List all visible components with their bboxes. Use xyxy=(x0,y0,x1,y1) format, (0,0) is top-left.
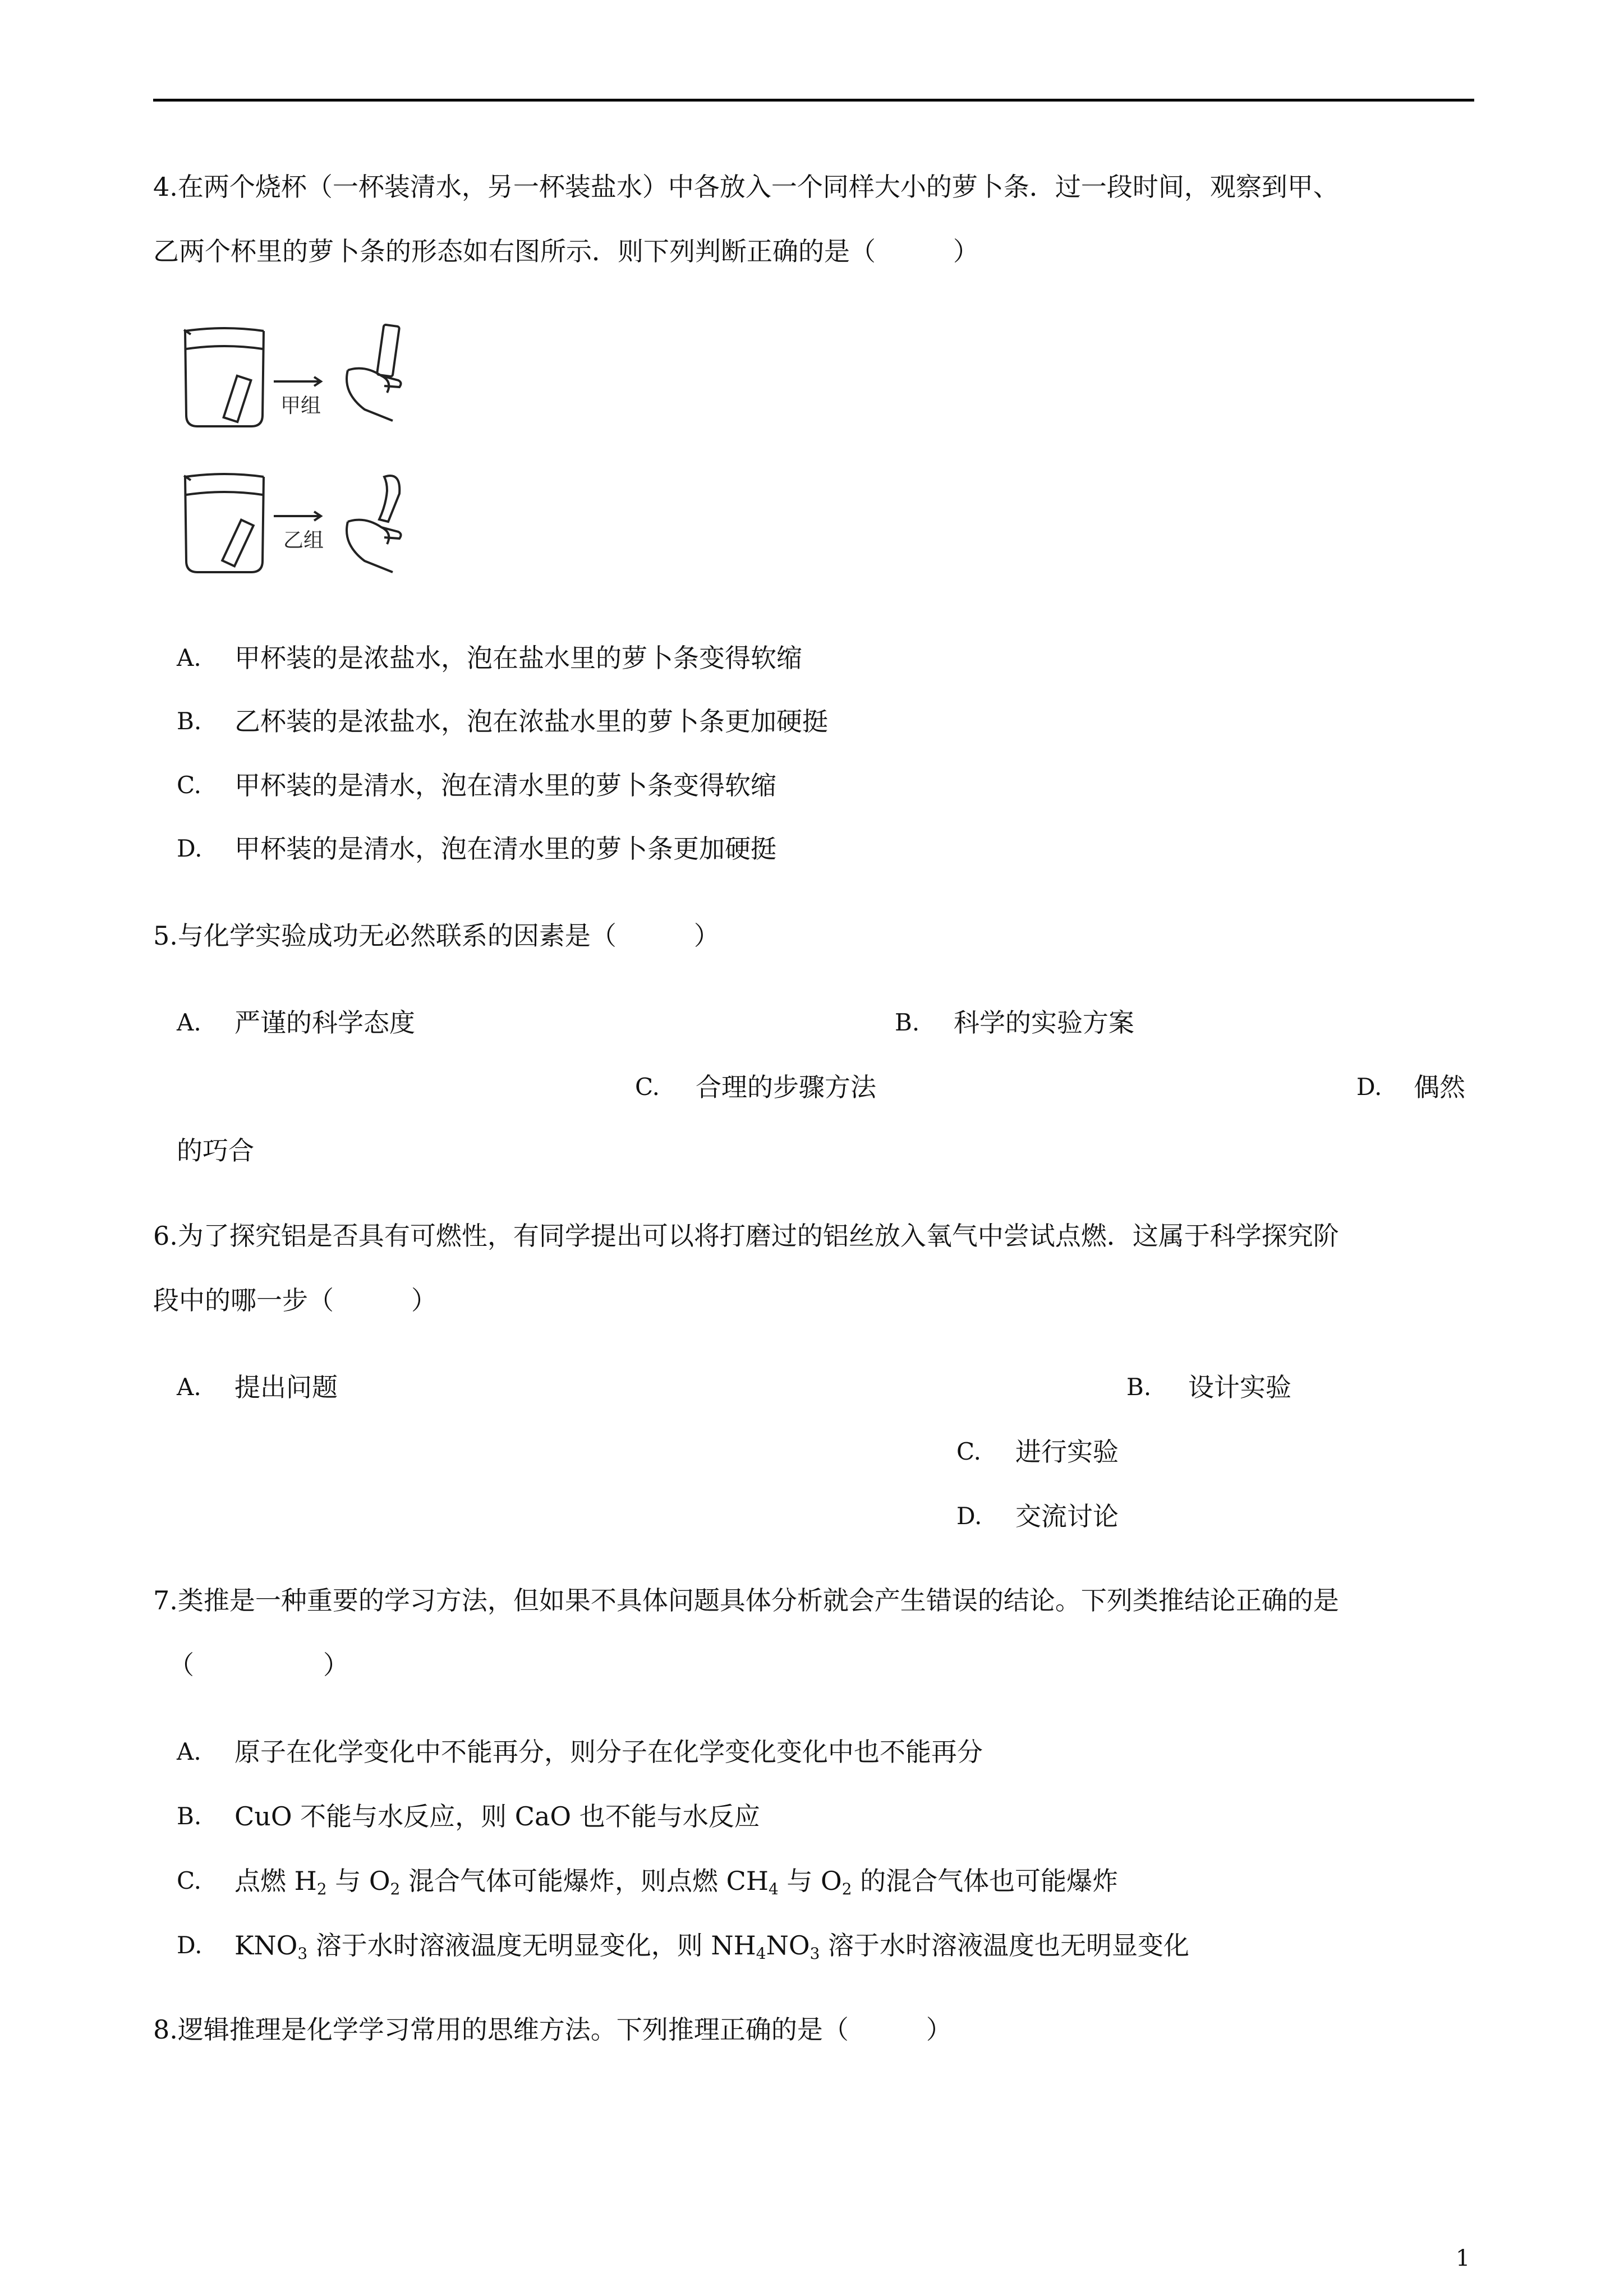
group-b-label: 乙组 xyxy=(283,529,324,552)
q8-stem: 8.逻辑推理是化学学习常用的思维方法。下列推理正确的是（ ） xyxy=(153,2014,952,2045)
q7-stem-line1: 7.类推是一种重要的学习方法，但如果不具体问题具体分析就会产生错误的结论。下列类推结论正确的是 xyxy=(153,1585,1339,1616)
page-number: 1 xyxy=(1456,2246,1470,2271)
q6-option-d-text: 交流讨论 xyxy=(1015,1501,1119,1531)
q4-option-b-label: B. xyxy=(177,707,202,735)
q5-option-d-continuation: 的巧合 xyxy=(177,1135,254,1166)
q4-option-c-label: C. xyxy=(177,771,201,799)
q7-option-a-label: A. xyxy=(177,1738,201,1765)
q7-option-d-label: D. xyxy=(177,1931,203,1959)
radish-beaker-figure xyxy=(180,314,443,595)
q5-option-b-label: B. xyxy=(895,1009,920,1036)
q4-stem-line1: 4.在两个烧杯（一杯装清水，另一杯装盐水）中各放入一个同样大小的萝卜条．过一段时间，观察到甲、 xyxy=(153,172,1339,202)
q6-stem-line2: 段中的哪一步（ ） xyxy=(153,1285,437,1315)
q6-option-d-label: D. xyxy=(956,1502,982,1530)
q7-stem-line2: （ ） xyxy=(168,1650,349,1680)
q7-option-c-text: 点燃 $H_2$ 与 $O_2$ 混合气体可能爆炸，则点燃 $CH_4$ 与 $O_2$ 的混合气体也可能爆炸 xyxy=(234,1866,1119,1898)
q6-option-a-label: A. xyxy=(177,1373,201,1401)
header-rule xyxy=(153,99,1474,102)
q6-stem-line1: 6.为了探究铝是否具有可燃性，有同学提出可以将打磨过的铝丝放入氧气中尝试点燃．这属于科学探究阶 xyxy=(153,1221,1339,1251)
q5-option-c-label: C. xyxy=(635,1073,660,1101)
q7-option-b-text: CuO 不能与水反应，则 CaO 也不能与水反应 xyxy=(234,1801,760,1832)
q5-option-d-text: 偶然 xyxy=(1414,1072,1465,1102)
q4-option-d-label: D. xyxy=(177,835,203,862)
q4-option-a-text: 甲杯装的是浓盐水，泡在盐水里的萝卜条变得软缩 xyxy=(234,643,802,673)
q4-option-a-label: A. xyxy=(177,644,201,671)
q7-option-b-label: B. xyxy=(177,1802,202,1830)
q6-option-c-label: C. xyxy=(956,1438,981,1465)
q7-option-c-label: C. xyxy=(177,1867,201,1894)
q7-option-d-text: $KNO_3$ 溶于水时溶液温度无明显变化，则 $NH_4NO_3$ 溶于水时溶液温度也无明显变化 xyxy=(234,1930,1190,1963)
q4-option-c-text: 甲杯装的是清水，泡在清水里的萝卜条变得软缩 xyxy=(234,770,776,800)
q4-option-d-text: 甲杯装的是清水，泡在清水里的萝卜条更加硬挺 xyxy=(234,834,776,864)
q4-option-b-text: 乙杯装的是浓盐水，泡在浓盐水里的萝卜条更加硬挺 xyxy=(234,706,828,737)
q6-option-a-text: 提出问题 xyxy=(234,1372,338,1402)
q6-option-b-text: 设计实验 xyxy=(1188,1372,1291,1402)
q5-option-d-label: D. xyxy=(1356,1073,1382,1101)
group-a-label: 甲组 xyxy=(280,394,321,417)
q5-option-a-label: A. xyxy=(177,1009,201,1036)
q5-option-b-text: 科学的实验方案 xyxy=(954,1007,1134,1038)
q5-option-a-text: 严谨的科学态度 xyxy=(234,1007,415,1038)
q7-option-a-text: 原子在化学变化中不能再分，则分子在化学变化变化中也不能再分 xyxy=(234,1737,983,1767)
q5-stem: 5.与化学实验成功无必然联系的因素是（ ） xyxy=(153,921,720,951)
q6-option-b-label: B. xyxy=(1126,1373,1152,1401)
q5-option-c-text: 合理的步骤方法 xyxy=(696,1072,876,1102)
q6-option-c-text: 进行实验 xyxy=(1015,1437,1119,1467)
q4-stem-line2: 乙两个杯里的萝卜条的形态如右图所示．则下列判断正确的是（ ） xyxy=(153,236,979,266)
